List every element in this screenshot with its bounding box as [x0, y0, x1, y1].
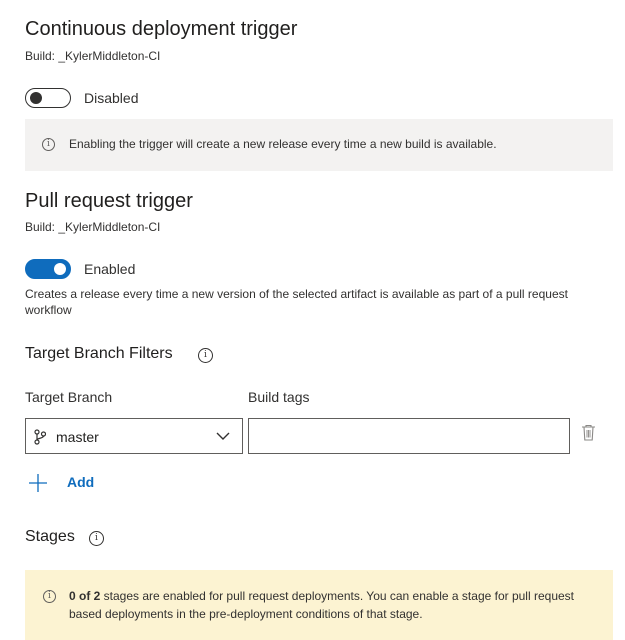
stages-message: [69, 587, 589, 623]
info-icon: i: [43, 590, 56, 603]
plus-icon: [28, 473, 48, 493]
pr-trigger-toggle[interactable]: [25, 259, 71, 279]
cd-trigger-toggle-label: Disabled: [84, 90, 139, 106]
stages-title: Stages: [25, 528, 75, 545]
add-filter-button[interactable]: [28, 472, 128, 494]
cd-trigger-toggle[interactable]: [25, 88, 71, 108]
pr-trigger-title: Pull request trigger: [25, 190, 193, 212]
trash-icon[interactable]: [581, 424, 596, 441]
toggle-knob: [54, 263, 66, 275]
toggle-knob: [30, 92, 42, 104]
cd-trigger-title: Continuous deployment trigger: [25, 18, 298, 40]
branch-icon: [34, 429, 46, 445]
add-filter-label: Add: [67, 474, 95, 490]
stages-message-text: stages are enabled for pull request deployments. You can enable a stage for pull request based deployments in the pre-deployment conditions of that stage.: [69, 589, 574, 621]
cd-trigger-info-bar: [25, 119, 613, 171]
stages-info-icon[interactable]: i: [89, 531, 104, 546]
build-tags-field[interactable]: [248, 418, 570, 454]
cd-trigger-info-text: Enabling the trigger will create a new release every time a new build is available.: [69, 137, 497, 151]
stages-count: 0 of 2: [69, 589, 101, 603]
target-branch-filters-title: Target Branch Filters: [25, 345, 173, 362]
target-branch-column-label: Target Branch: [25, 389, 113, 405]
stages-message-bar: [25, 570, 613, 640]
cd-trigger-build: Build: _KylerMiddleton-CI: [25, 49, 161, 63]
build-tags-column-label: Build tags: [248, 389, 310, 405]
build-tags-input[interactable]: [249, 419, 569, 453]
filters-info-icon[interactable]: i: [198, 348, 213, 363]
pr-trigger-description: Creates a release every time a new version of the selected artifact is available as part of a pull request workflow: [25, 287, 568, 317]
target-branch-value: master: [56, 429, 99, 445]
chevron-down-icon: [216, 432, 230, 441]
pr-trigger-build: Build: _KylerMiddleton-CI: [25, 220, 161, 234]
target-branch-dropdown[interactable]: [25, 418, 243, 454]
pr-trigger-toggle-label: Enabled: [84, 261, 136, 277]
info-icon: i: [42, 138, 55, 151]
